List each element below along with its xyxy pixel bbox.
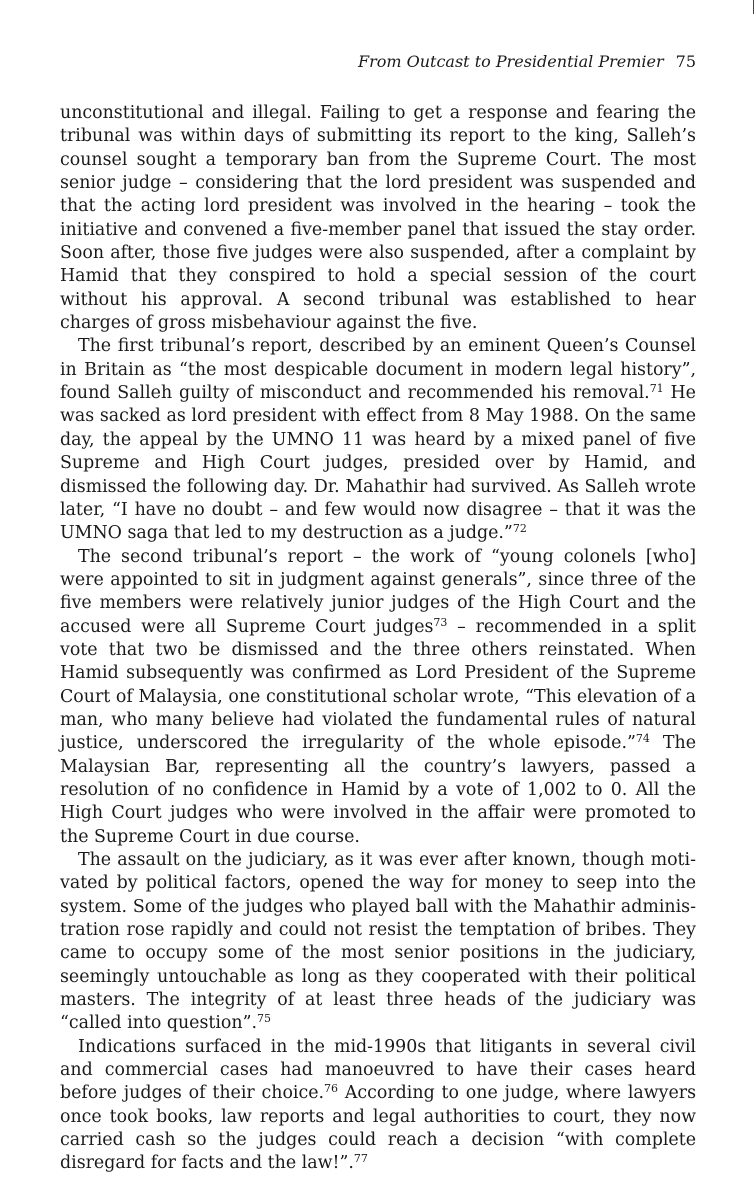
text-run: According to one judge, where lawyers once took books, law reports and legal authorities to court, they now carried cash so the judges could reach a decision “with complete disregard for facts and the law!”. bbox=[60, 1083, 696, 1174]
text-run: – recommended in a split vote that two be dismissed and the three others reinstated. When Hamid subsequently was confirmed as Lord President of the Supreme Court of Malaysia, one constitutional scholar wrote, “This elevation of a man, who many believe had violated the fundamental rules of natural justice, underscored the irregularity of the whole episode.” bbox=[60, 616, 696, 754]
text-run: unconstitutional and illegal. Failing to get a response and fearing the tribunal was within days of submitting its report to the king, Salleh’s counsel sought a temporary ban from the Supreme Court. The most senior judge – considering that the lord president was suspended and that the acting lord president was involved in the hearing – took the initiative and convened a five-member panel that issued the stay order. Soon after, those five judges were also suspended, after a complaint by Hamid that they conspired to hold a special session of the court without his approval. A second tribunal was established to hear charges of gross misbehaviour against the five. bbox=[60, 103, 696, 334]
footnote-ref: 73 bbox=[433, 615, 448, 629]
footnote-ref: 74 bbox=[635, 732, 650, 746]
paragraph bbox=[60, 1036, 696, 1176]
footnote-ref: 76 bbox=[324, 1082, 339, 1096]
page-edge bbox=[0, 0, 754, 14]
body-text bbox=[60, 102, 696, 1176]
running-title: From Outcast to Presidential Premier bbox=[357, 52, 664, 71]
footnote-ref: 71 bbox=[649, 382, 664, 396]
paragraph bbox=[60, 546, 696, 849]
footnote-ref: 75 bbox=[257, 1012, 272, 1026]
paragraph bbox=[60, 102, 696, 335]
text-run: The assault on the judiciary, as it was ever after known, though motivated by political factors, opened the way for money to seep into the system. Some of the judges who played ball with the Mahathir administration rose rapidly and could not resist the temptation of bribes. They came to occupy some of the most senior positions in the judiciary, seemingly untouchable as long as they cooperated with their political masters. The integrity of at least three heads of the judiciary was “called into question”. bbox=[60, 850, 696, 1034]
text-run: He was sacked as lord president with effect from 8 May 1988. On the same day, the appeal by the UMNO 11 was heard by a mixed panel of five Supreme and High Court judges, presided over by Hamid, and dismissed the following day. Dr. Mahathir had survived. As Salleh wrote later, “I have no doubt – and few would now disagree – that it was the UMNO saga that led to my destruction as a judge.” bbox=[60, 383, 696, 544]
running-header bbox=[60, 52, 696, 72]
paragraph bbox=[60, 849, 696, 1036]
text-run: The Malaysian Bar, representing all the country’s lawyers, passed a resolution of no confidence in Hamid by a vote of 1,002 to 0. All the High Court judges who were involved in the affair were promoted to the Supreme Court in due course. bbox=[60, 733, 697, 847]
text-run: The second tribunal’s report – the work of “young colonels [who] were appointed to sit in judgment against generals”, since three of the five members were relatively junior judges of the High Court and the accused were all Supreme Court judges bbox=[60, 546, 696, 637]
footnote-ref: 77 bbox=[353, 1152, 368, 1166]
text-run: The first tribunal’s report, described by an eminent Queen’s Counsel in Britain as “the most despicable document in modern legal history”, found Salleh guilty of misconduct and recommended his removal. bbox=[60, 336, 696, 404]
footnote-ref: 72 bbox=[512, 522, 527, 536]
paragraph bbox=[60, 335, 696, 545]
text-run: Indications surfaced in the mid-1990s that litigants in several civil and commercial cases had manoeuvred to have their cases heard before judges of their choice. bbox=[60, 1036, 696, 1104]
page-number: 75 bbox=[675, 52, 696, 71]
